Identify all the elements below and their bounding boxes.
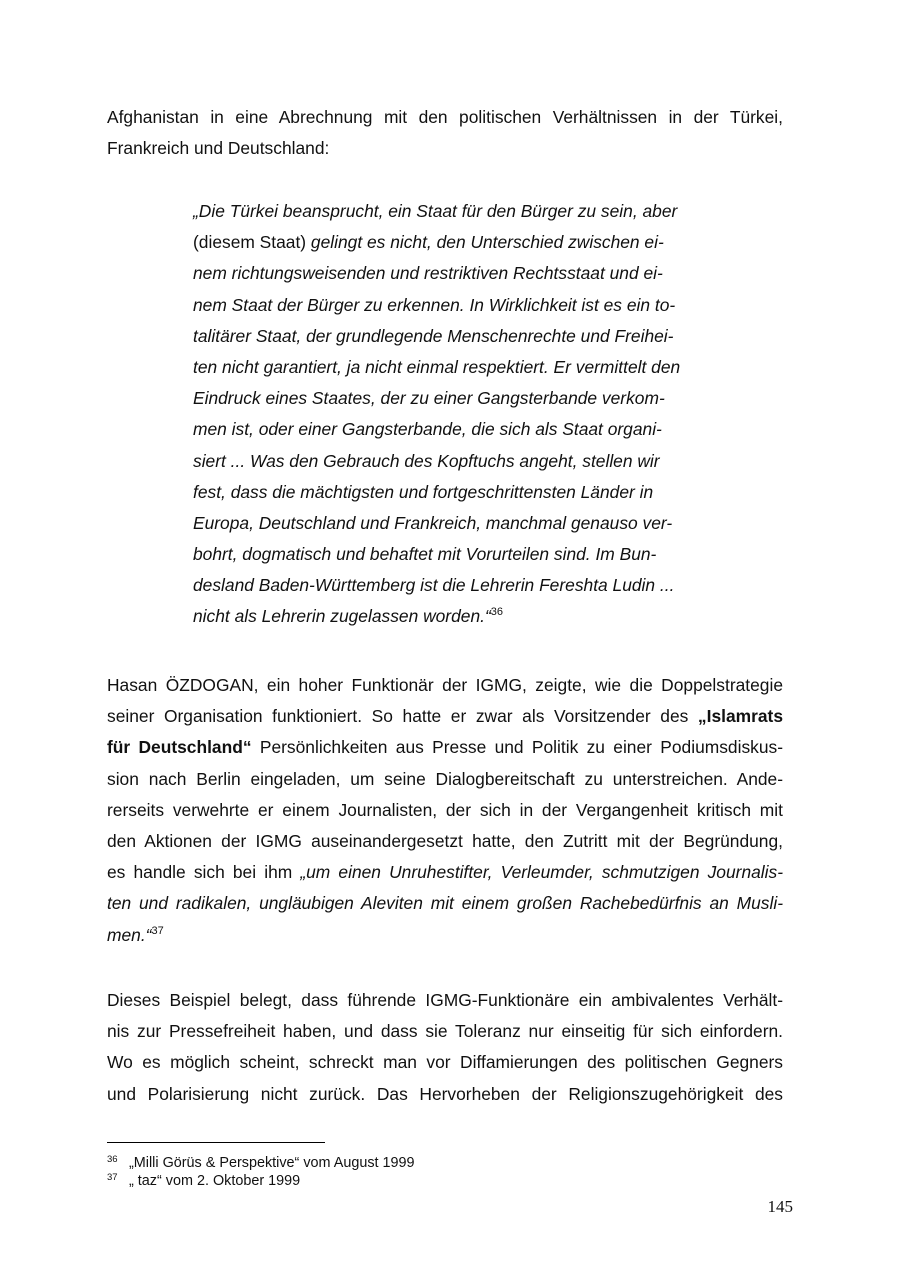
text-line: rerseits verwehrte er einem Journalisten, der sich in der Vergangenheit kritisch mit [107,799,783,820]
quote-inline: „um einen Unruhestifter, Verleumder, schmutzigen Journalis- [300,862,783,883]
paragraph-intro [107,102,783,164]
quote-text: nicht als Lehrerin zugelassen worden.“ [193,606,491,627]
text-span: seiner Organisation funktioniert. So hatte er zwar als Vorsitzender des [107,706,698,727]
page-number: 145 [767,1197,793,1216]
quote-line: siert ... Was den Gebrauch des Kopftuchs angeht, stellen wir [193,450,660,471]
footnote-37 [107,1169,415,1187]
footnote-36 [107,1151,415,1169]
text-line: und Polarisierung nicht zurück. Das Hervorheben der Religionszugehörigkeit des [107,1083,783,1104]
footnote-number: 37 [107,1172,118,1183]
text-line [107,701,783,732]
paragraph-ozdogan [107,670,783,951]
text-line [107,920,783,951]
block-quote [193,196,703,633]
text-line: Hasan ÖZDOGAN, ein hoher Funktionär der IGMG, zeigte, wie die Doppelstrategie [107,675,783,695]
quote-inline: men.“ [107,924,152,945]
quote-line: „Die Türkei beansprucht, ein Staat für den Bürger zu sein, aber [193,201,678,221]
footnote-text: „Milli Görüs & Perspektive“ vom August 1999 [129,1155,415,1171]
text-line: den Aktionen der IGMG auseinandergesetzt hatte, den Zutritt mit der Begründung, [107,830,783,851]
quote-line [193,601,703,632]
text-line [107,732,783,763]
footnotes [107,1151,415,1187]
quote-line: fest, dass die mächtigsten und fortgeschrittensten Länder in [193,481,654,502]
quote-line: nem Staat der Bürger zu erkennen. In Wirklichkeit ist es ein to- [193,294,676,315]
text-line: Afghanistan in eine Abrechnung mit den politischen Verhältnissen in der Türkei, [107,107,783,127]
footnote-ref-37[interactable]: 37 [151,924,164,937]
quote-line: bohrt, dogmatisch und behaftet mit Vorurteilen sind. Im Bun- [193,544,657,565]
text-line [107,857,783,888]
emphasis-islamrat: „Islamrats [697,706,783,727]
text-line: ten und radikalen, ungläubigen Aleviten mit einem großen Rachebedürfnis an Musli- [107,893,783,914]
text-line: nis zur Pressefreiheit haben, und dass sie Toleranz nur einseitig für sich einfordern. [107,1021,783,1042]
quote-line [193,227,703,258]
text-line: sion nach Berlin eingeladen, um seine Dialogbereitschaft zu unterstreichen. Ande- [107,768,783,789]
text-span: es handle sich bei ihm [107,862,301,883]
footnote-separator [107,1142,325,1143]
quote-line: Eindruck eines Staates, der zu einer Gangsterbande verkom- [193,388,665,409]
quote-line: Europa, Deutschland und Frankreich, manchmal genauso ver- [193,512,673,533]
text-line: Frankreich und Deutschland: [107,138,330,159]
quote-text: gelingt es nicht, den Unterschied zwischen ei- [306,232,664,253]
text-span: Persönlichkeiten aus Presse und Politik zu einer Podiumsdiskus- [251,737,784,758]
quote-line: men ist, oder einer Gangsterbande, die sich als Staat organi- [193,419,662,440]
quote-line: ten nicht garantiert, ja nicht einmal respektiert. Er vermittelt den [193,356,681,377]
quote-insertion: (diesem Staat) [193,232,307,253]
footnote-ref-36[interactable]: 36 [490,606,503,619]
paragraph-beispiel [107,985,783,1110]
emphasis-islamrat: für Deutschland“ [107,737,252,758]
footnote-text: „ taz“ vom 2. Oktober 1999 [129,1173,301,1189]
text-line: Dieses Beispiel belegt, dass führende IGMG-Funktionäre ein ambivalentes Verhält- [107,990,783,1010]
quote-line: nem richtungsweisenden und restriktiven Rechtsstaat und ei- [193,263,663,284]
text-line: Wo es möglich scheint, schreckt man vor Diffamierungen des politischen Gegners [107,1052,783,1073]
footnote-number: 36 [107,1154,118,1165]
quote-line: desland Baden-Württemberg ist die Lehrerin Fereshta Ludin ... [193,575,675,596]
quote-line: talitärer Staat, der grundlegende Menschenrechte und Freihei- [193,325,674,346]
